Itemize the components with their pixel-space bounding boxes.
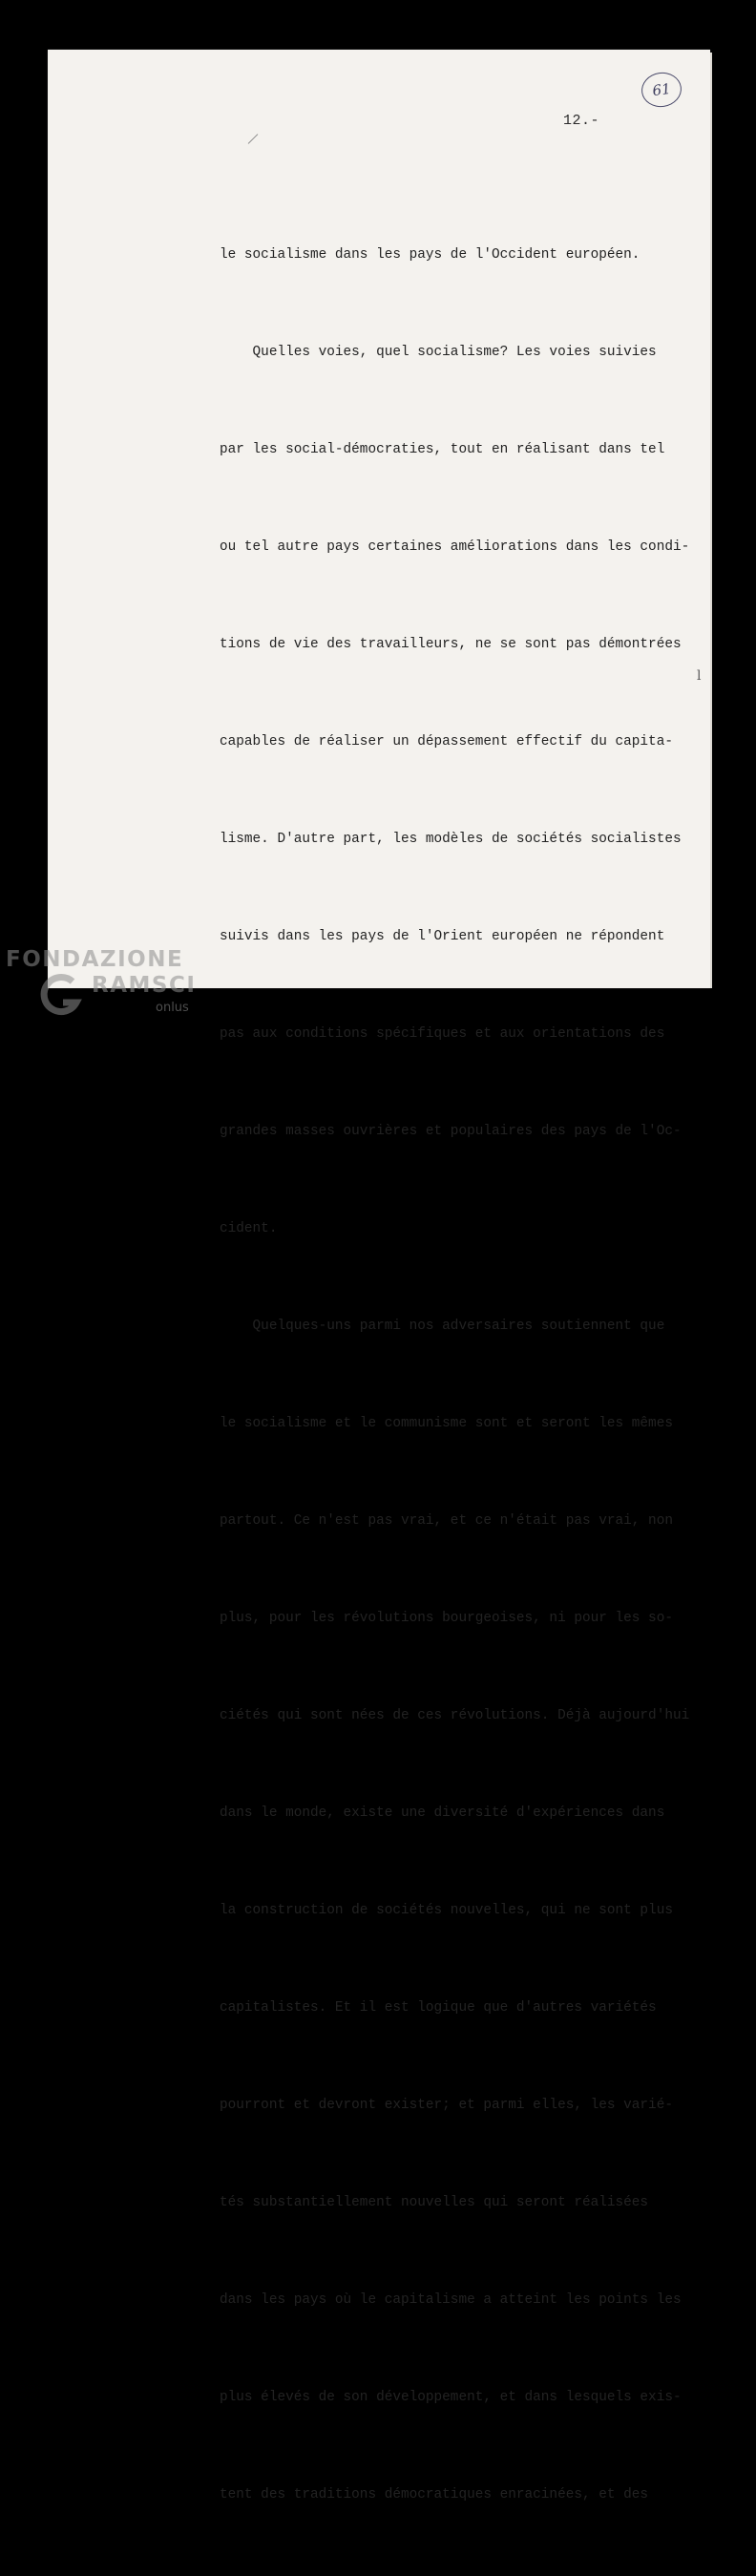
handwritten-margin-mark: l [697,668,702,684]
text-line: partout. Ce n'est pas vrai, et ce n'était pas vrai, non [220,1513,673,1529]
text-line: la construction de sociétés nouvelles, qui ne sont plus [220,1903,673,1918]
text-line: pourront et devront exister; et parmi elles, les varié- [220,2098,673,2113]
text-line: dans le monde, existe une diversité d'expériences dans [220,1805,665,1821]
text-line: pas aux conditions spécifiques et aux orientations des [220,1026,665,1042]
text-line: Quelles voies, quel socialisme? Les voies suivies [220,345,657,360]
archive-number: 61 [651,79,672,100]
text-line: tent des traditions démocratiques enracinées, et des [220,2487,649,2502]
watermark-line2: RAMSCI [92,973,197,998]
watermark-line3: onlus [156,1001,189,1015]
text-line: le socialisme et le communisme sont et seront les mêmes [220,1416,673,1431]
text-line: cident. [220,1221,278,1236]
text-line: dans les pays où le capitalisme a atteint les points les [220,2292,682,2308]
text-line: grandes masses ouvrières et populaires des pays de l'Oc- [220,1124,682,1139]
text-line: plus, pour les révolutions bourgeoises, ni pour les so- [220,1611,673,1626]
text-line: capables de réaliser un dépassement effectif du capita- [220,734,673,750]
page-number: 12.- [563,113,600,129]
watermark-line1: FONDAZIONE [6,947,184,972]
text-line: tions de vie des travailleurs, ne se sont pas démontrées [220,637,682,652]
text-line: suivis dans les pays de l'Orient européen ne répondent [220,929,665,944]
text-line: lisme. D'autre part, les modèles de sociétés socialistes [220,832,682,847]
text-line: plus élevés de son développement, et dans lesquels exis- [220,2390,682,2405]
text-line: le socialisme dans les pays de l'Occident européen. [220,247,640,263]
gramsci-logo-icon [34,974,88,1016]
fondazione-gramsci-watermark [6,947,197,1024]
text-line: Quelques-uns parmi nos adversaires soutiennent que [220,1319,665,1334]
text-line: capitalistes. Et il est logique que d'autres variétés [220,2000,657,2016]
text-line: ou tel autre pays certaines améliorations dans les condi- [220,539,690,555]
typed-body-text [220,174,697,2576]
text-line: par les social-démocraties, tout en réalisant dans tel [220,442,665,457]
text-line: tés substantiellement nouvelles qui seront réalisées [220,2195,649,2210]
text-line: ciétés qui sont nées de ces révolutions. Déjà aujourd'hui [220,1708,690,1723]
